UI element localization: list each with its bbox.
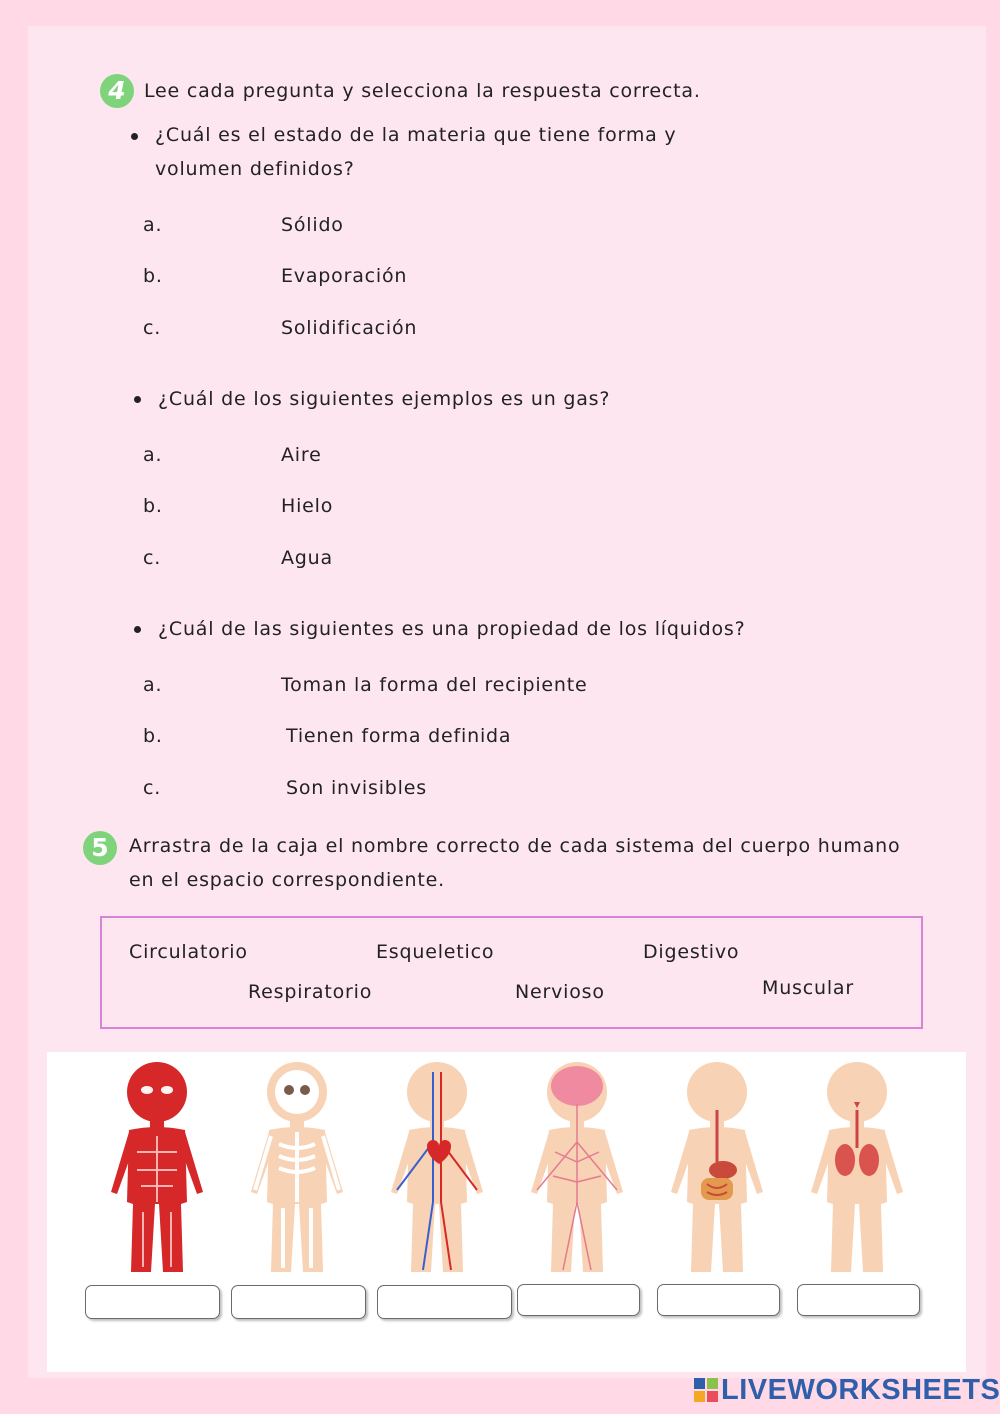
option-invisibles[interactable]: Son invisibles [286,777,427,799]
nervous-figure [531,1062,623,1272]
bullet [134,626,141,633]
brand-text: LIVEWORKSHEETS [721,1373,1000,1406]
liveworksheets-logo-icon [694,1378,718,1402]
word-bank [100,916,923,1029]
skeletal-figure [251,1062,343,1272]
word-muscular[interactable]: Muscular [762,977,854,999]
respiratory-figure [811,1062,903,1272]
bullet [131,133,138,140]
option-letter: a. [143,674,163,696]
option-letter: c. [143,547,162,569]
option-solidificacion[interactable]: Solidificación [281,317,418,339]
option-letter: b. [143,725,163,747]
bullet [134,396,141,403]
option-letter: c. [143,317,162,339]
circulatory-figure [391,1062,483,1272]
word-respiratorio[interactable]: Respiratorio [248,981,373,1003]
question-text: ¿Cuál de los siguientes ejemplos es un gas? [158,388,611,410]
muscular-figure [111,1062,203,1272]
question-text: ¿Cuál de las siguientes es una propiedad de los líquidos? [158,618,746,640]
question-4-instruction: Lee cada pregunta y selecciona la respuesta correcta. [144,80,701,102]
option-letter: a. [143,214,163,236]
option-forma-definida[interactable]: Tienen forma definida [286,725,512,747]
option-aire[interactable]: Aire [281,444,322,466]
option-evaporacion[interactable]: Evaporación [281,265,408,287]
drop-box-6[interactable] [797,1284,920,1316]
digestive-figure [671,1062,763,1272]
drop-box-5[interactable] [657,1284,780,1316]
question-5-instruction: Arrastra de la caja el nombre correcto de cada sistema del cuerpo humano [129,835,901,857]
word-circulatorio[interactable]: Circulatorio [129,941,248,963]
option-letter: b. [143,495,163,517]
option-agua[interactable]: Agua [281,547,333,569]
body-systems-illustration [47,1052,966,1372]
body-figures [47,1052,966,1372]
question-text: volumen definidos? [155,158,355,180]
word-nervioso[interactable]: Nervioso [515,981,605,1003]
option-letter: a. [143,444,163,466]
question-4-badge: 4 [100,74,134,108]
question-5-instruction: en el espacio correspondiente. [129,869,445,891]
word-digestivo[interactable]: Digestivo [643,941,740,963]
option-hielo[interactable]: Hielo [281,495,334,517]
question-text: ¿Cuál es el estado de la materia que tiene forma y [155,124,677,146]
option-solido[interactable]: Sólido [281,214,344,236]
option-letter: b. [143,265,163,287]
option-toman-forma[interactable]: Toman la forma del recipiente [281,674,588,696]
liveworksheets-brand [694,1374,1000,1406]
option-letter: c. [143,777,162,799]
drop-box-1[interactable] [85,1285,220,1319]
question-5-badge: 5 [83,831,117,865]
drop-box-3[interactable] [377,1285,512,1319]
drop-box-4[interactable] [517,1284,640,1316]
drop-box-2[interactable] [231,1285,366,1319]
word-esqueletico[interactable]: Esqueletico [376,941,495,963]
